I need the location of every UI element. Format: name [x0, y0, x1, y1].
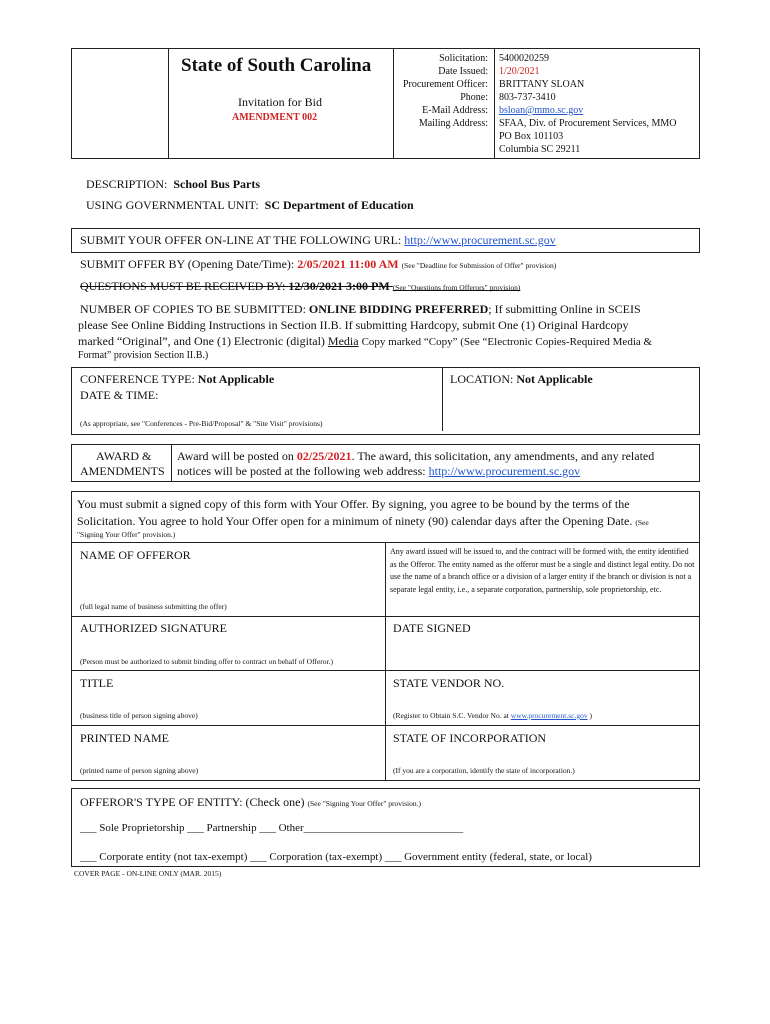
signing-line2-note: (See	[635, 518, 649, 527]
award-text-1a: Award will be posted on	[177, 449, 294, 463]
location-value: Not Applicable	[516, 372, 593, 386]
award-date: 02/25/2021	[296, 449, 352, 463]
mailing-address-value: SFAA, Div. of Procurement Services, MMO	[499, 118, 677, 129]
award-url-link[interactable]: http://www.procurement.sc.gov	[428, 464, 581, 478]
submit-by-row	[80, 257, 556, 272]
mailing-address-line2: PO Box 101103	[499, 131, 564, 142]
submit-url-label: SUBMIT YOUR OFFER ON-LINE AT THE FOLLOWING URL:	[80, 233, 402, 247]
procurement-officer-label: Procurement Officer:	[402, 79, 488, 90]
award-label-1: AWARD &	[96, 449, 152, 463]
submit-by-note: (See "Deadline for Submission of Offer" provision)	[401, 261, 557, 270]
email-link[interactable]: bsloan@mmo.sc.gov	[499, 105, 584, 116]
entity-line2[interactable]: ___ Corporate entity (not tax-exempt) ___ Corporation (tax-exempt) ___ Government entity (federal, state, or local)	[80, 851, 592, 863]
vendor-no-note	[393, 711, 592, 720]
gov-unit-row	[86, 198, 414, 213]
email-label: E-Mail Address:	[422, 105, 488, 116]
procurement-officer-value: BRITTANY SLOAN	[499, 79, 585, 90]
entity-heading: OFFEROR'S TYPE OF ENTITY: (Check one)	[80, 795, 305, 809]
questions-label: QUESTIONS MUST BE RECEIVED BY:	[80, 279, 286, 293]
offeror-name-note: (full legal name of business submitting the offer)	[80, 602, 227, 611]
entity-heading-row	[80, 795, 421, 810]
date-signed-field[interactable]: DATE SIGNED	[393, 621, 471, 635]
submit-by-value: 2/05/2021 11:00 AM	[297, 257, 399, 271]
location-row	[450, 372, 593, 387]
conference-datetime-label: DATE & TIME:	[80, 388, 159, 402]
copies-value: ONLINE BIDDING PREFERRED	[308, 302, 489, 316]
copies-line3b: Copy marked “Copy” (See “Electronic Copies-Required Media &	[361, 336, 653, 348]
description-value: School Bus Parts	[173, 177, 261, 191]
submit-url-link[interactable]: http://www.procurement.sc.gov	[404, 233, 556, 247]
award-entity-notice: Any award issued will be issued to, and the contract will be formed with, the entity identified as the Offeror. The entity named as the offeror must be a single and distinct legal entity. Do not use the name of a branch office or a division of a larger entity if the branch or division is not a separate legal entity, i.e., a separate corporation, partnership, sole proprietorship, etc.	[390, 547, 695, 594]
footer-label: COVER PAGE - ON-LINE ONLY (MAR. 2015)	[74, 869, 222, 878]
copies-label: NUMBER OF COPIES TO BE SUBMITTED:	[80, 302, 306, 316]
entity-line1[interactable]: ___ Sole Proprietorship ___ Partnership ___ Other_____________________________	[80, 822, 464, 834]
location-label: LOCATION:	[450, 372, 514, 386]
copies-line4: Format” provision Section II.B.)	[78, 350, 209, 361]
amendment-label: AMENDMENT 002	[232, 112, 318, 123]
questions-row	[80, 279, 520, 294]
copies-line3	[78, 334, 652, 349]
questions-value: 12/30/2021 3:00 PM	[288, 279, 390, 293]
copies-line1	[80, 302, 641, 317]
offeror-name-field[interactable]: NAME OF OFFEROR	[80, 548, 191, 562]
state-incorporation-field[interactable]: STATE OF INCORPORATION	[393, 731, 547, 745]
mailing-address-label: Mailing Address:	[418, 118, 488, 129]
phone-label: Phone:	[460, 92, 488, 103]
date-issued-label: Date Issued:	[438, 66, 488, 77]
conference-type-row	[80, 372, 274, 387]
printed-name-field[interactable]: PRINTED NAME	[80, 731, 169, 745]
copies-line2: please See Online Bidding Instructions in Section II.B. If submitting Hardcopy, submit One (1) Original Hardcopy	[78, 318, 629, 332]
state-title: State of South Carolina	[181, 55, 372, 76]
solicitation-label: Solicitation:	[439, 53, 488, 64]
vendor-note-a: (Register to Obtain S.C. Vendor No. at	[393, 711, 509, 720]
gov-unit-value: SC Department of Education	[264, 198, 414, 212]
award-text-2: notices will be posted at the following web address:	[177, 464, 426, 478]
copies-media: Media	[327, 334, 359, 348]
vendor-note-b: )	[589, 711, 592, 720]
signing-line2-text: Solicitation. You agree to hold Your Offer open for a minimum of ninety (90) calendar days after the Opening Date.	[77, 514, 633, 528]
authorized-signature-field[interactable]: AUTHORIZED SIGNATURE	[80, 621, 227, 635]
header-box	[71, 48, 700, 159]
conference-note: (As appropriate, see "Conferences - Pre-Bid/Proposal" & "Site Visit" provisions)	[80, 419, 323, 428]
questions-note: (See "Questions from Offerors" provision)	[392, 283, 521, 292]
title-note: (business title of person signing above)	[80, 711, 198, 720]
signing-line2	[77, 514, 649, 529]
copies-line3a: marked “Original”, and One (1) Electronic (digital)	[78, 334, 325, 348]
award-text-line2	[177, 464, 580, 479]
award-text-line1	[177, 449, 654, 464]
vendor-no-field[interactable]: STATE VENDOR NO.	[393, 676, 505, 690]
entity-heading-note: (See "Signing Your Offer" provision.)	[307, 799, 421, 808]
description-row	[86, 177, 260, 192]
mailing-address-line3: Columbia SC 29211	[499, 144, 581, 155]
vendor-register-link[interactable]: www.procurement.sc.gov	[510, 711, 588, 720]
description-label: DESCRIPTION:	[86, 177, 168, 191]
copies-rest1: ; If submitting Online in SCEIS	[488, 302, 641, 316]
title-field[interactable]: TITLE	[80, 676, 114, 690]
award-label-2: AMENDMENTS	[80, 464, 165, 478]
signing-line3-note: "Signing Your Offer" provision.)	[77, 530, 176, 539]
gov-unit-label: USING GOVERNMENTAL UNIT:	[86, 198, 259, 212]
printed-name-note: (printed name of person signing above)	[80, 766, 199, 775]
invitation-title: Invitation for Bid	[238, 95, 322, 109]
conference-type-value: Not Applicable	[197, 372, 275, 386]
conference-type-label: CONFERENCE TYPE:	[80, 372, 195, 386]
award-text-1b: . The award, this solicitation, any amendments, and any related	[351, 449, 655, 463]
submit-by-label: SUBMIT OFFER BY (Opening Date/Time):	[80, 257, 295, 271]
phone-value: 803-737-3410	[499, 92, 556, 103]
authorized-signature-note: (Person must be authorized to submit binding offer to contract on behalf of Offeror.)	[80, 657, 333, 666]
submit-url-row	[80, 233, 556, 248]
signing-line1: You must submit a signed copy of this form with Your Offer. By signing, you agree to be bound by the terms of the	[77, 497, 630, 511]
state-incorporation-note: (If you are a corporation, identify the state of incorporation.)	[393, 766, 575, 775]
date-issued-value: 1/20/2021	[499, 66, 540, 77]
solicitation-value: 5400020259	[499, 53, 549, 64]
